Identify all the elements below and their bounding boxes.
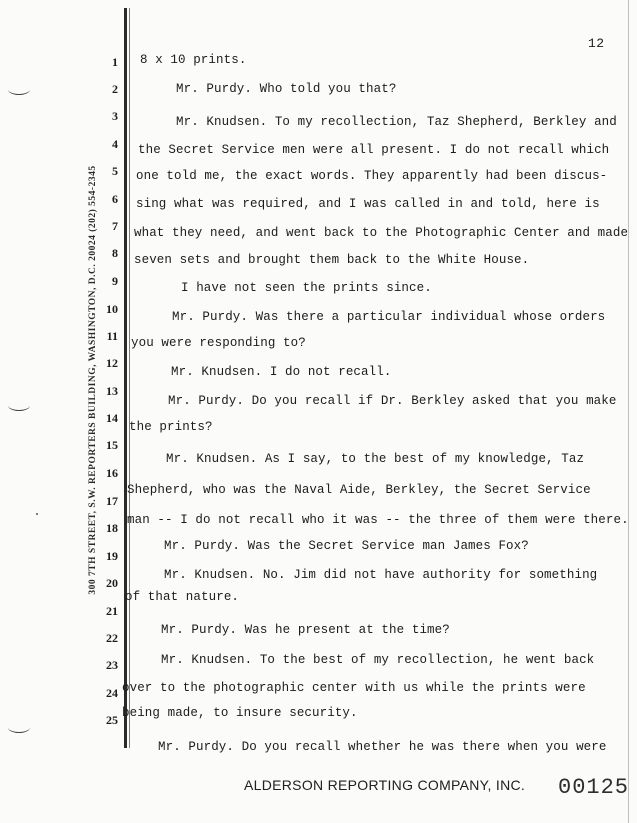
line-number: 1 [112,55,118,69]
reporter-address: 300 7TH STREET, S.W. REPORTERS BUILDING, WASHINGTON, D.C. 20024 (202) 554-2345 [88,165,98,595]
transcript-line: the Secret Service men were all present. I do not recall which [138,143,610,157]
transcript-line: Mr. Purdy. Was he present at the time? [161,623,450,637]
line-number: 11 [106,329,118,343]
line-number: 13 [106,384,118,398]
transcript-line: Mr. Purdy. Was the Secret Service man James Fox? [164,539,529,553]
line-number: 6 [112,192,118,206]
line-number: 7 [112,219,118,233]
transcript-line: one told me, the exact words. They apparently had been discus- [136,169,608,183]
transcript-line: Mr. Purdy. Who told you that? [176,82,397,96]
transcript-line: man -- I do not recall who it was -- the three of them were there. [127,513,629,527]
transcript-line: sing what was required, and I was called in and told, here is [136,197,600,211]
transcript-line: what they need, and went back to the Photographic Center and made [134,226,629,240]
line-number: 25 [106,713,118,727]
transcript-line: Mr. Purdy. Was there a particular individual whose orders [172,310,606,324]
transcript-line: of that nature. [125,590,240,604]
line-number: 3 [112,109,118,123]
transcript-line: Mr. Knudsen. To the best of my recollection, he went back [161,653,595,667]
line-number: 21 [106,604,118,618]
transcript-line: 8 x 10 prints. [140,53,247,67]
transcript-line: Mr. Purdy. Do you recall if Dr. Berkley asked that you make [168,394,617,408]
transcript-line: you were responding to? [131,336,306,350]
reporting-company-footer: ALDERSON REPORTING COMPANY, INC. [244,777,526,793]
line-number: 17 [106,494,118,508]
bates-stamp: 00125 [558,775,630,800]
transcript-line: seven sets and brought them back to the White House. [134,253,530,267]
punch-hole-mark [8,400,30,411]
transcript-line: Mr. Knudsen. To my recollection, Taz Shepherd, Berkley and [176,115,617,129]
line-number: 5 [112,164,118,178]
margin-rule [124,8,127,748]
page-edge [628,0,629,823]
line-number: 2 [112,82,118,96]
line-number: 19 [106,549,118,563]
line-number: 23 [106,658,118,672]
transcript-line: Mr. Purdy. Do you recall whether he was there when you were [158,740,607,754]
line-number: 12 [106,356,118,370]
punch-hole-mark [8,722,30,733]
line-number: 16 [106,466,118,480]
transcript-line: Mr. Knudsen. I do not recall. [171,365,392,379]
transcript-line: over to the photographic center with us while the prints were [122,681,586,695]
margin-rule-inner [129,8,130,748]
transcript-line: I have not seen the prints since. [181,281,432,295]
line-number: 22 [106,631,118,645]
line-number: 24 [106,686,118,700]
line-number: 18 [106,521,118,535]
page-number: 12 [588,36,605,51]
transcript-line: the prints? [129,420,213,434]
speck [36,513,38,515]
line-number: 10 [106,302,118,316]
transcript-line: Shepherd, who was the Naval Aide, Berkley, the Secret Service [127,483,591,497]
line-number: 14 [106,411,118,425]
transcript-line: Mr. Knudsen. No. Jim did not have authority for something [164,568,598,582]
line-number: 4 [112,137,118,151]
punch-hole-mark [8,84,30,95]
line-number: 8 [112,246,118,260]
line-number: 15 [106,438,118,452]
line-number: 20 [106,576,118,590]
transcript-line: being made, to insure security. [122,706,358,720]
transcript-line: Mr. Knudsen. As I say, to the best of my knowledge, Taz [166,452,585,466]
line-number: 9 [112,274,118,288]
